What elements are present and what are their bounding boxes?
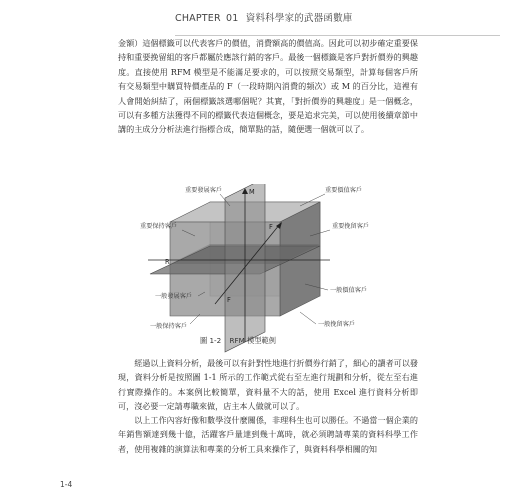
rfm-cube-diagram <box>140 184 390 354</box>
label-general-retain: 一般挽留客戶 <box>318 321 356 328</box>
paragraph: 金額）這個標籤可以代表客戶的價值，消費額高的價值高。因此可以初步確定重要保持和重要挽留組的客戶都屬於應該行銷的客戶。最後一個標籤是客戶對折價券的興趣度。直接使用 RFM 模型是不能滿足要求的，可以按照交易類型，計算每個客戶所有交易類型中購買特價產品的 F（一段時期內消費的頻次）或 M 的百分比，這裡有人會開始糾結了，兩個標籤該選哪個呢？其實，「對折價券的興趣度」是一個概念，可以有多種方法獲得不同的標籤代表這個概念，要是追求完美，可以使用後續章節中講的主成分分析法進行指標合成，簡單點的話，隨便選一個就可以了。 <box>118 38 418 135</box>
rfm-model-figure <box>140 184 390 354</box>
running-header <box>175 10 500 24</box>
chapter-title: 資料科學家的武器函數庫 <box>245 13 353 24</box>
page-number: 1-4 <box>60 480 73 489</box>
leader-general-retain <box>300 312 316 324</box>
label-important-value: 重要價值客戶 <box>325 187 363 194</box>
label-important-develop: 重要發展客戶 <box>185 187 223 194</box>
axis-label-f: F <box>269 223 273 231</box>
paragraph: 以上工作內容好像和數學沒什麼關係，非理科生也可以勝任。不過當一個企業的年銷售額達到幾十億，活躍客戶量達到幾十萬時，就必須聘請專業的資料科學工作者，使用複雜的演算法和專業的分析工具來操作了，與資料科學相關的知 <box>118 415 418 454</box>
axis-label-m: M <box>249 188 255 196</box>
label-general-value: 一般價值客戶 <box>330 287 368 294</box>
chapter-label: CHAPTER <box>175 13 221 24</box>
label-important-keep: 重要保持客戶 <box>140 223 178 230</box>
label-general-develop: 一般發展客戶 <box>155 293 193 300</box>
axis-label-f-lower: F <box>227 296 231 304</box>
axis-label-r: R <box>165 258 170 266</box>
paragraph: 經過以上資料分析，最後可以有針對性地進行折價券行銷了，細心的讀者可以發現，資料分析是按照圖 1-1 所示的工作範式從右至左進行規劃和分析，從左至右進行實際操作的。本案例比較簡單，資料量不大的話，使用 Excel 進行資料分析即可，沒必要一定請專職來做，店主本人做就可以了。 <box>118 358 418 412</box>
figure-caption-label: 圖 1-2 <box>200 336 222 345</box>
figure-caption-text: RFM 模型範例 <box>229 336 276 345</box>
figure-caption <box>200 336 360 346</box>
label-important-retain: 重要挽留客戶 <box>332 223 370 230</box>
chapter-number: 01 <box>226 13 239 24</box>
label-general-keep: 一般保持客戶 <box>150 323 188 330</box>
